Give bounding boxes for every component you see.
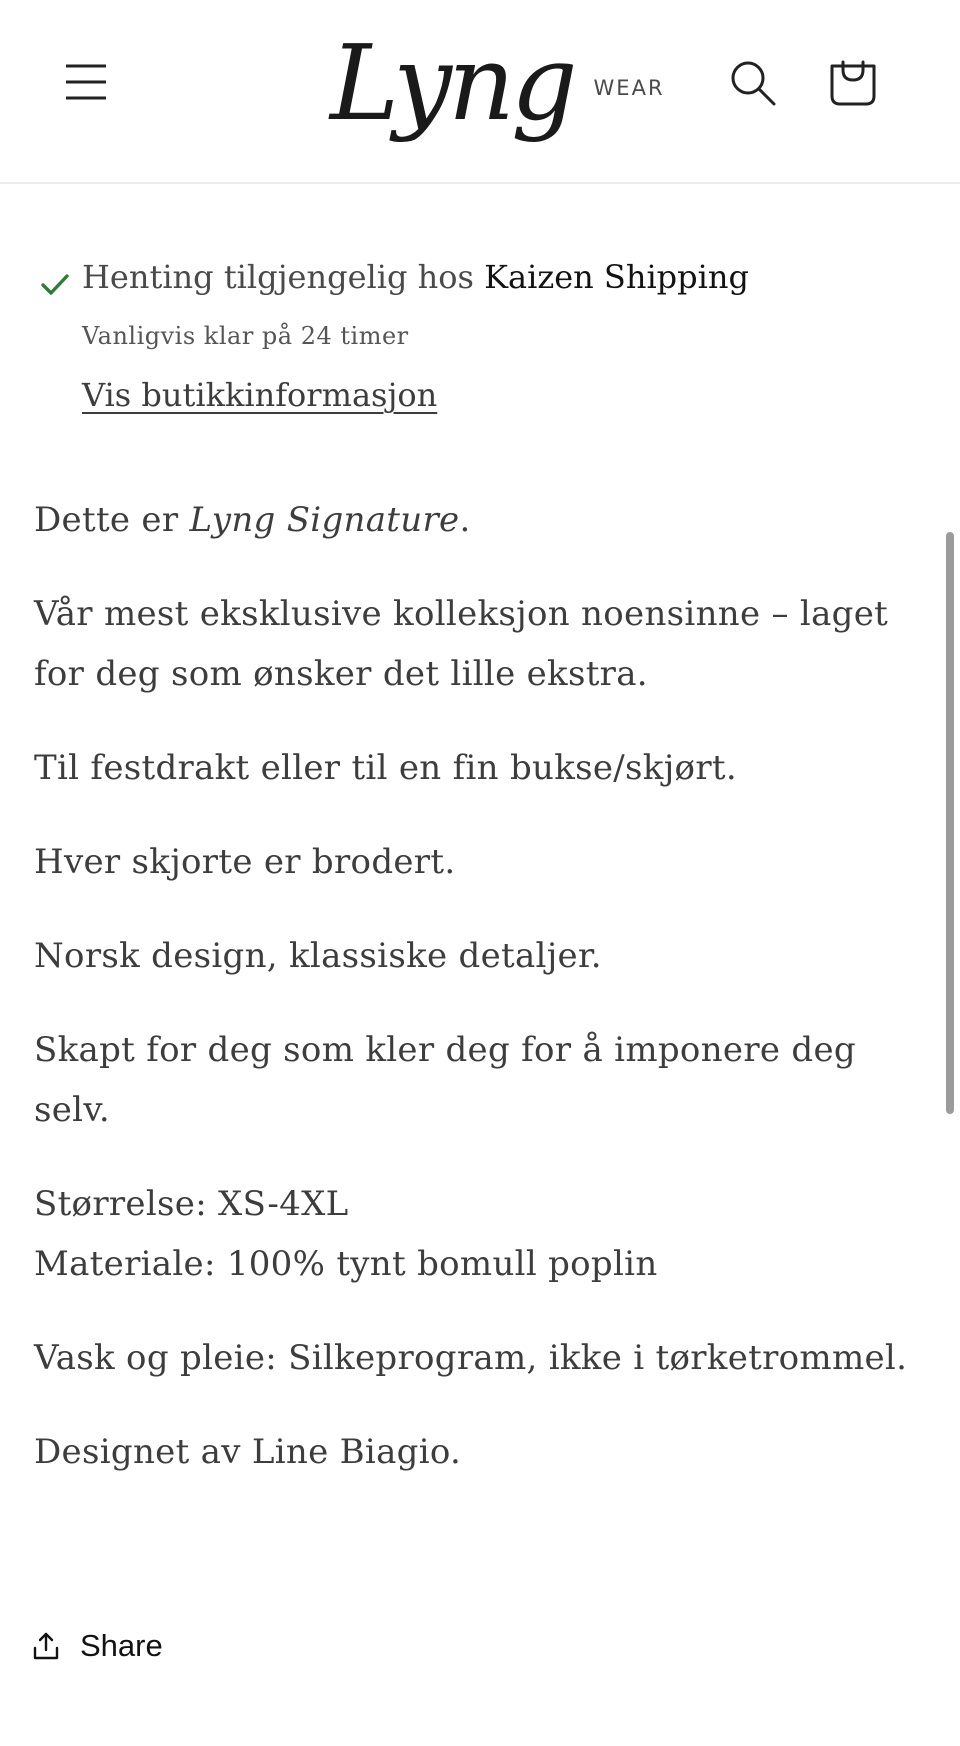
- designer-info: Designet av Line Biagio.: [34, 1432, 462, 1472]
- cart-button[interactable]: [826, 56, 880, 110]
- menu-button[interactable]: [60, 60, 110, 104]
- search-icon: [728, 58, 778, 108]
- description-paragraph: Norsk design, klassiske detaljer.: [34, 936, 602, 976]
- store-info-link[interactable]: Vis butikkinformasjon: [82, 376, 438, 414]
- description-paragraph: Vår mest eksklusive kolleksjon noensinne – laget for deg som ønsker det lille ekstra.: [34, 594, 889, 694]
- logo-subtitle: WEAR: [593, 76, 665, 100]
- scrollbar[interactable]: [946, 532, 954, 1114]
- checkmark-icon: [40, 272, 70, 298]
- description-paragraph: Hver skjorte er brodert.: [34, 842, 456, 882]
- pickup-location: Kaizen Shipping: [484, 258, 749, 296]
- logo-wordmark: Lyng: [330, 22, 574, 144]
- size-material-block: [34, 1174, 914, 1294]
- intro-prefix: Dette er: [34, 500, 190, 540]
- size-info: Størrelse: XS-4XL: [34, 1184, 349, 1224]
- pickup-title: [82, 258, 749, 296]
- material-info: Materiale: 100% tynt bomull poplin: [34, 1244, 658, 1284]
- hamburger-menu-icon: [60, 60, 110, 104]
- cart-icon: [826, 56, 880, 110]
- share-button[interactable]: [32, 1628, 163, 1664]
- description-intro: [34, 490, 914, 550]
- intro-suffix: .: [459, 500, 471, 540]
- search-button[interactable]: [728, 58, 778, 108]
- pickup-title-prefix: Henting tilgjengelig hos: [82, 258, 485, 296]
- share-icon: [32, 1631, 60, 1661]
- site-header: [0, 0, 960, 184]
- description-paragraph: Til festdrakt eller til en fin bukse/skjørt.: [34, 748, 737, 788]
- product-description: [34, 490, 914, 1516]
- description-paragraph: Skapt for deg som kler deg for å imponere deg selv.: [34, 1030, 856, 1130]
- pickup-subtitle: Vanligvis klar på 24 timer: [82, 322, 409, 350]
- care-info: Vask og pleie: Silkeprogram, ikke i tørketrommel.: [34, 1338, 908, 1378]
- collection-name: Lyng Signature: [189, 500, 460, 540]
- share-label: Share: [80, 1628, 163, 1663]
- site-logo[interactable]: [330, 18, 665, 148]
